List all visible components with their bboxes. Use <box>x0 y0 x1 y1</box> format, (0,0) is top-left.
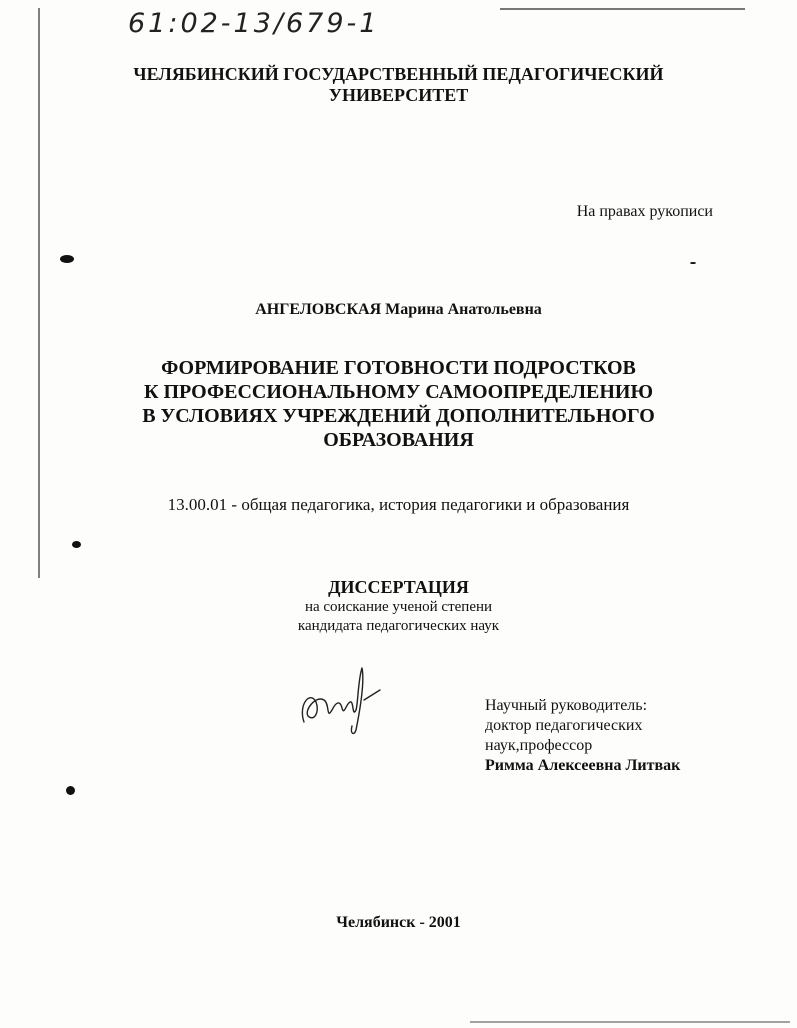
degree-statement <box>0 598 797 636</box>
university-name <box>0 64 797 106</box>
signature-handwritten <box>296 660 386 740</box>
university-line: ЧЕЛЯБИНСКИЙ ГОСУДАРСТВЕННЫЙ ПЕДАГОГИЧЕСКИЙ <box>133 64 664 84</box>
title-line: К ПРОФЕССИОНАЛЬНОМУ САМООПРЕДЕЛЕНИЮ <box>144 381 653 403</box>
title-line: В УСЛОВИЯХ УЧРЕЖДЕНИЙ ДОПОЛНИТЕЛЬНОГО <box>142 405 655 427</box>
scan-edge-line <box>500 8 745 10</box>
scan-speck <box>60 255 74 263</box>
scientific-supervisor <box>485 696 680 776</box>
archive-number: 61:02-13/679-1 <box>128 8 380 39</box>
scan-speck <box>72 541 81 548</box>
manuscript-rights: На правах рукописи <box>576 203 713 220</box>
specialty-code: 13.00.01 - общая педагогика, история педагогики и образования <box>167 495 630 514</box>
supervisor-name: Римма Алексеевна Литвак <box>485 757 681 774</box>
title-line: ФОРМИРОВАНИЕ ГОТОВНОСТИ ПОДРОСТКОВ <box>161 357 636 379</box>
degree-line: на соискание ученой степени <box>304 599 493 615</box>
supervisor-label: Научный руководитель: <box>485 697 648 714</box>
scan-speck <box>66 786 75 795</box>
scan-speck <box>690 262 696 264</box>
supervisor-degree: доктор педагогических <box>485 717 643 734</box>
title-line: ОБРАЗОВАНИЯ <box>323 429 474 451</box>
supervisor-degree: наук,профессор <box>485 737 593 754</box>
university-line: УНИВЕРСИТЕТ <box>328 85 469 105</box>
place-and-year: Челябинск - 2001 <box>336 914 461 931</box>
degree-line: кандидата педагогических наук <box>297 618 500 634</box>
author-name: АНГЕЛОВСКАЯ Марина Анатольевна <box>255 301 542 318</box>
dissertation-heading: ДИССЕРТАЦИЯ <box>328 577 469 597</box>
scan-edge-line <box>470 1021 790 1023</box>
dissertation-title <box>0 356 797 452</box>
